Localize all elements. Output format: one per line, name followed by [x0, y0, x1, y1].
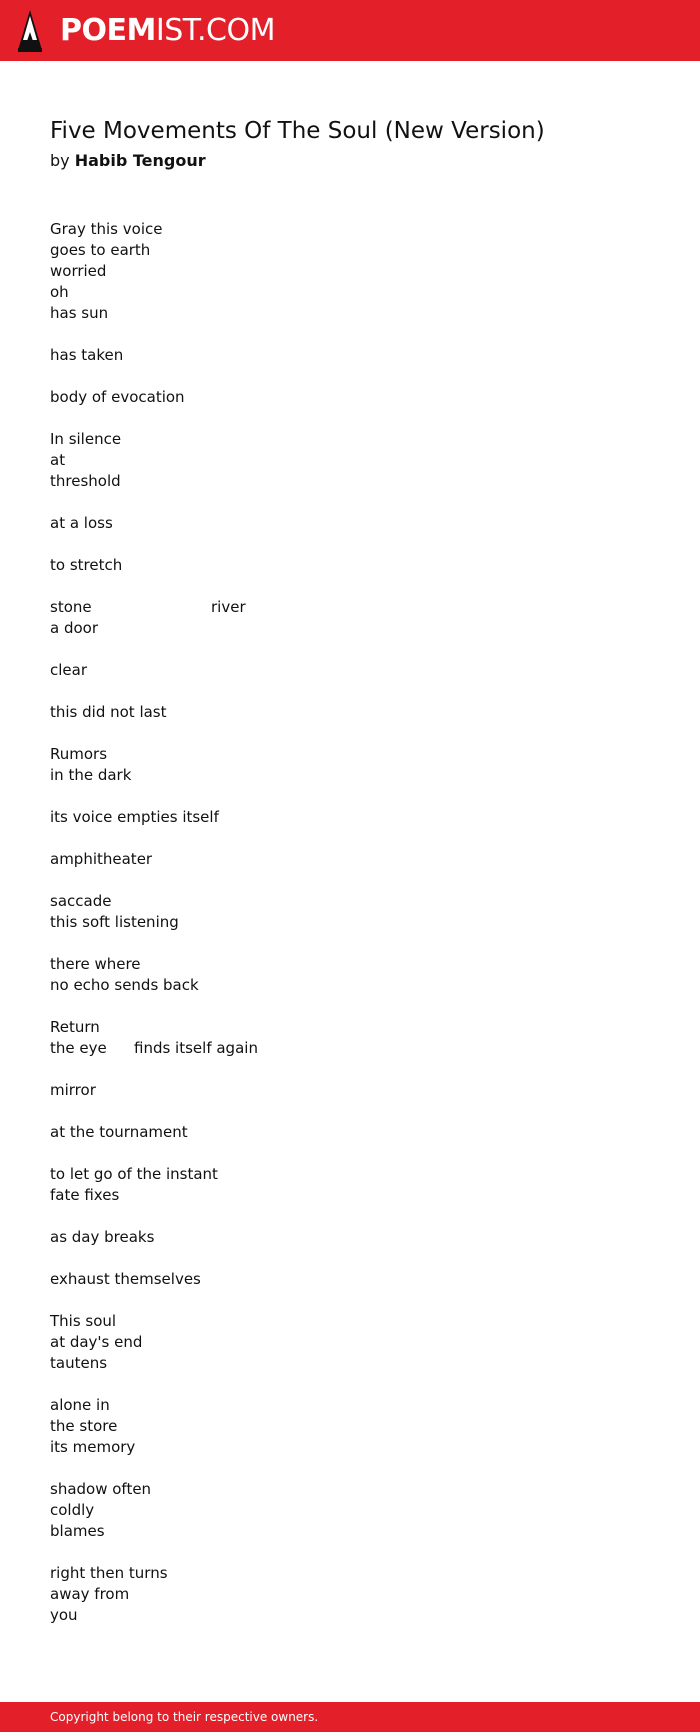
- site-footer: [0, 1702, 700, 1732]
- poem-title: Five Movements Of The Soul (New Version): [50, 118, 545, 144]
- poem-line: [50, 1122, 650, 1143]
- poem-line-text: mirror: [50, 1081, 96, 1099]
- poem-line-text: saccade: [50, 892, 112, 910]
- poem-line: [50, 597, 650, 618]
- poem-line-text: to let go of the instant: [50, 1165, 218, 1183]
- poem-line-text: you: [50, 1606, 78, 1624]
- poem-line-text: a door: [50, 619, 99, 637]
- poem-line-text: threshold: [50, 472, 121, 490]
- stanza: [50, 1311, 650, 1374]
- poem-line-text: at a loss: [50, 514, 113, 532]
- author-link[interactable]: Habib Tengour: [74, 151, 206, 170]
- stanza: [50, 513, 650, 534]
- stanza: [50, 1395, 650, 1458]
- brand-light: IST.COM: [155, 13, 275, 48]
- stanza: [50, 954, 650, 996]
- stanza: [50, 660, 650, 681]
- poem-line-text: at: [50, 451, 66, 469]
- poem-line: [50, 555, 650, 576]
- poem-line-text: this soft listening: [50, 913, 179, 931]
- poem-line-text: exhaust themselves: [50, 1270, 201, 1288]
- site-header: [0, 0, 700, 61]
- poem-line-text: right then turns: [50, 1564, 168, 1582]
- poem-line-text: at the tournament: [50, 1123, 188, 1141]
- poem-line: [50, 765, 650, 786]
- poem-line-text: there where: [50, 955, 141, 973]
- poem-line-text: in the dark: [50, 766, 132, 784]
- stanza: [50, 1017, 650, 1059]
- poem-line: [50, 1164, 650, 1185]
- stanza: [50, 1479, 650, 1542]
- poem-line: [50, 1269, 650, 1290]
- stanza: [50, 744, 650, 786]
- poem-line-segment: finds itself again: [134, 1039, 258, 1057]
- poem-line: [50, 660, 650, 681]
- poem-line-text: shadow often: [50, 1480, 152, 1498]
- poem-line: [50, 1185, 650, 1206]
- poem-line: [50, 429, 650, 450]
- poem-line-text: no echo sends back: [50, 976, 199, 994]
- poem-line: [50, 1437, 650, 1458]
- poem-line-text: clear: [50, 661, 88, 679]
- poem-line: [50, 303, 650, 324]
- poem-line: [50, 1605, 650, 1626]
- by-label: by: [50, 151, 70, 170]
- poem-line: [50, 261, 650, 282]
- stanza: [50, 555, 650, 576]
- stanza: [50, 345, 650, 366]
- poem-line: [50, 1080, 650, 1101]
- brand-bold: POEM: [60, 13, 156, 48]
- poem-line-text: goes to earth: [50, 241, 151, 259]
- poem-line: [50, 1416, 650, 1437]
- stanza: [50, 849, 650, 870]
- stanza: [50, 1227, 650, 1248]
- poem-header: [50, 112, 650, 172]
- byline: [50, 150, 650, 172]
- poem-line: [50, 912, 650, 933]
- poem-line: [50, 807, 650, 828]
- stanza: [50, 807, 650, 828]
- poem-line: [50, 240, 650, 261]
- poem-line-text: fate fixes: [50, 1186, 120, 1204]
- poem-line-text: Rumors: [50, 745, 108, 763]
- poem-line-text: its memory: [50, 1438, 136, 1456]
- poem-line-text: the store: [50, 1417, 118, 1435]
- poem-line: [50, 1227, 650, 1248]
- poem-line: [50, 1353, 650, 1374]
- stanza: [50, 387, 650, 408]
- poem-line-text: This soul: [50, 1312, 117, 1330]
- stanza: [50, 219, 650, 324]
- poem-line: [50, 282, 650, 303]
- poem-line: [50, 1521, 650, 1542]
- poem-line: [50, 1395, 650, 1416]
- poem-line-text: its voice empties itself: [50, 808, 219, 826]
- poem-line-text: worried: [50, 262, 107, 280]
- poem-line-text: at day's end: [50, 1333, 143, 1351]
- poem-line: [50, 954, 650, 975]
- stanza: [50, 1563, 650, 1626]
- site-logo[interactable]: [18, 10, 275, 52]
- poem-line: [50, 513, 650, 534]
- poem-line-text: body of evocation: [50, 388, 185, 406]
- poem-line-text: has sun: [50, 304, 109, 322]
- poem-line: [50, 849, 650, 870]
- brand-name: [60, 10, 275, 52]
- stanza: [50, 702, 650, 723]
- copyright-text: Copyright belong to their respective owners.: [50, 1710, 319, 1724]
- poem-line-segment: river: [211, 598, 246, 616]
- poem-line: [50, 1332, 650, 1353]
- poem-line: [50, 1563, 650, 1584]
- stanza: [50, 891, 650, 933]
- poem-line-text: the eye: [50, 1039, 107, 1057]
- stanza: [50, 1164, 650, 1206]
- stanza: [50, 1080, 650, 1101]
- poem-line: [50, 471, 650, 492]
- stanza: [50, 429, 650, 492]
- poem-line: [50, 1311, 650, 1332]
- poem-line: [50, 702, 650, 723]
- stanza: [50, 1269, 650, 1290]
- poem-line: [50, 450, 650, 471]
- poem-line: [50, 1584, 650, 1605]
- poem-line: [50, 1479, 650, 1500]
- poem-line: [50, 618, 650, 639]
- poem-line: [50, 1017, 650, 1038]
- poem-line: [50, 975, 650, 996]
- poem-line-text: oh: [50, 283, 69, 301]
- stanza: [50, 1122, 650, 1143]
- poem-line-text: tautens: [50, 1354, 108, 1372]
- poem-line-text: as day breaks: [50, 1228, 155, 1246]
- poem-line-text: In silence: [50, 430, 122, 448]
- poem-line-text: coldly: [50, 1501, 95, 1519]
- poem-line: [50, 1500, 650, 1521]
- poem-line: [50, 744, 650, 765]
- poem-line-text: Return: [50, 1018, 100, 1036]
- poem-line-text: stone: [50, 598, 92, 616]
- poem-line-text: blames: [50, 1522, 105, 1540]
- poem-line: [50, 1038, 650, 1059]
- poem-line: [50, 345, 650, 366]
- poem-line: [50, 219, 650, 240]
- poem-line-text: alone in: [50, 1396, 110, 1414]
- stanza: [50, 597, 650, 639]
- poem-line-text: amphitheater: [50, 850, 153, 868]
- poem-line-text: Gray this voice: [50, 220, 163, 238]
- pencil-icon: [18, 10, 42, 52]
- poem-body: [50, 219, 650, 1647]
- poem-line-text: away from: [50, 1585, 130, 1603]
- poem-line-text: has taken: [50, 346, 124, 364]
- poem-line: [50, 891, 650, 912]
- poem-line-text: this did not last: [50, 703, 167, 721]
- poem-line-text: to stretch: [50, 556, 123, 574]
- poem-line: [50, 387, 650, 408]
